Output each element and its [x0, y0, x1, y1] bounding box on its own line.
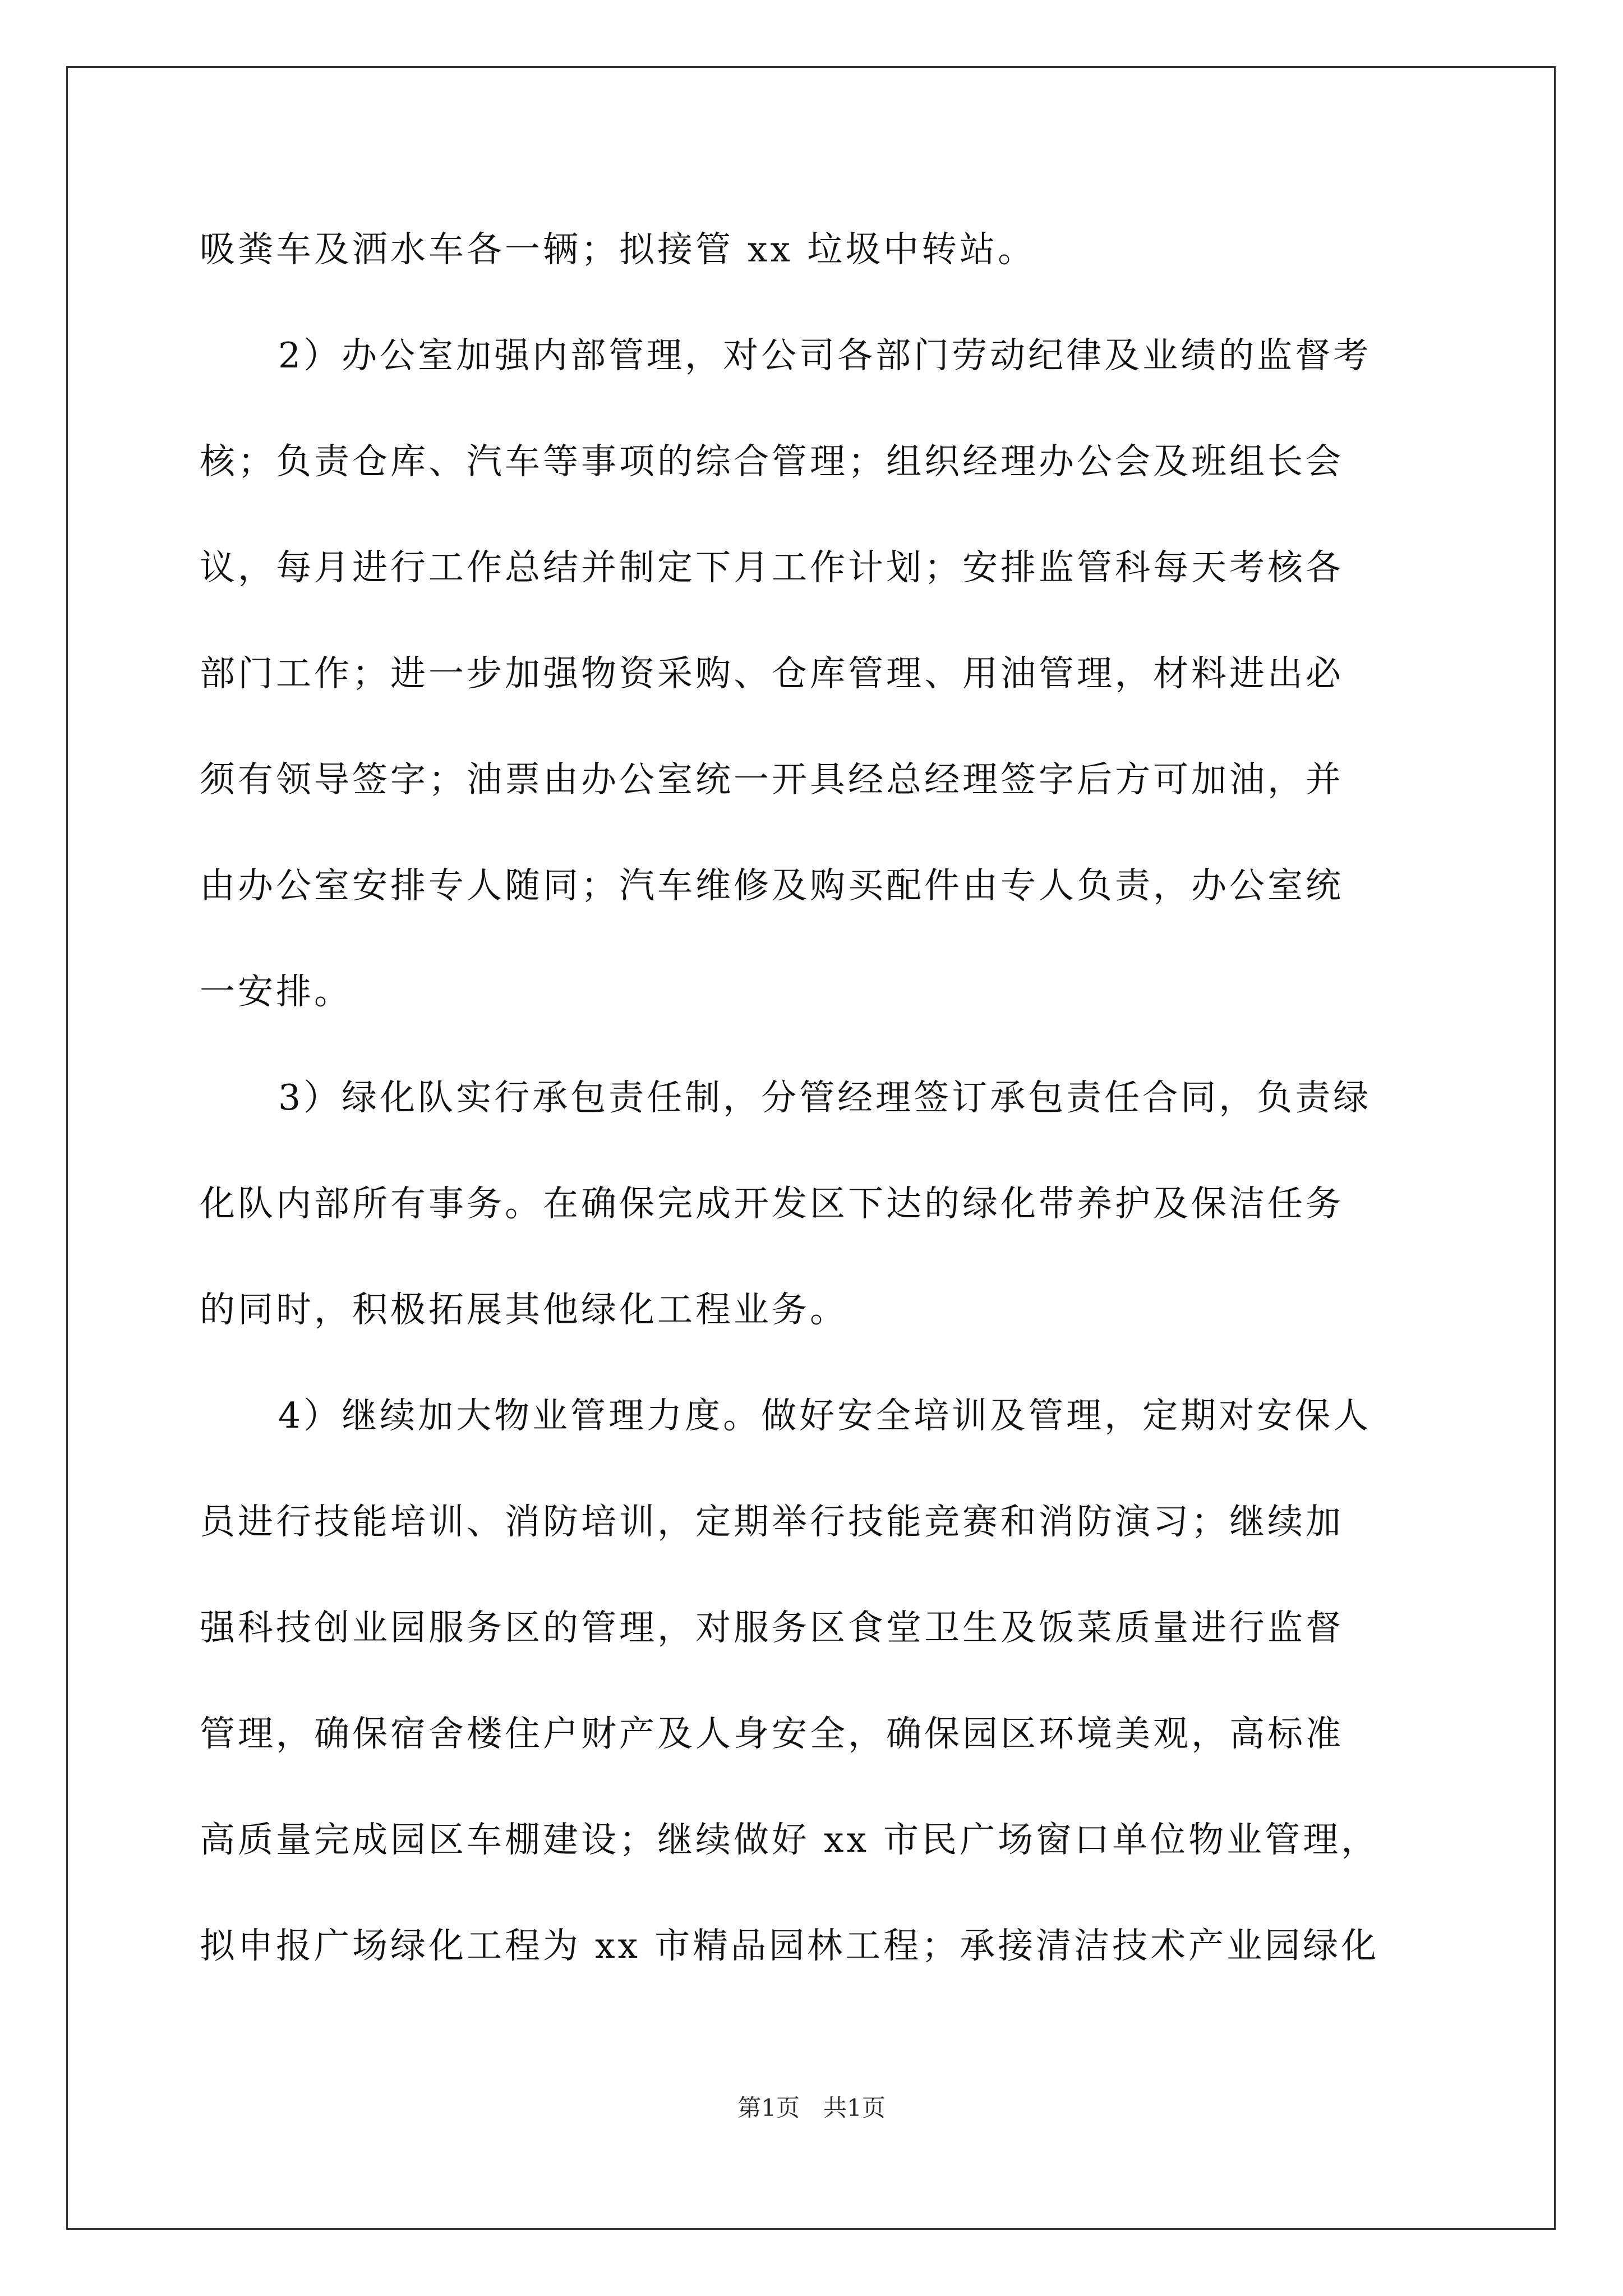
- text-line: 吸粪车及洒水车各一辆；拟接管 xx 垃圾中转站。: [200, 229, 1036, 270]
- text-line: 部门工作；进一步加强物资采购、仓库管理、用油管理，材料进出必: [200, 653, 1344, 694]
- text-line: 议，每月进行工作总结并制定下月工作计划；安排监管科每天考核各: [200, 547, 1344, 588]
- text-line: 高质量完成园区车棚建设；继续做好 xx 市民广场窗口单位物业管理，: [200, 1819, 1380, 1860]
- text-line: 须有领导签字；油票由办公室统一开具经总经理签字后方可加油，并: [200, 759, 1344, 800]
- text-line: 4）继续加大物业管理力度。做好安全培训及管理，定期对安保人: [278, 1395, 1372, 1436]
- text-line: 拟申报广场绿化工程为 xx 市精品园林工程；承接清洁技术产业园绿化: [200, 1925, 1380, 1966]
- text-line: 一安排。: [200, 971, 352, 1012]
- text-line: 2）办公室加强内部管理，对公司各部门劳动纪律及业绩的监督考: [278, 335, 1372, 376]
- text-line: 强科技创业园服务区的管理，对服务区食堂卫生及饭菜质量进行监督: [200, 1607, 1344, 1648]
- text-line: 员进行技能培训、消防培训，定期举行技能竞赛和消防演习；继续加: [200, 1501, 1344, 1542]
- text-line: 3）绿化队实行承包责任制，分管经理签订承包责任合同，负责绿: [278, 1077, 1372, 1118]
- page-footer: 第1页 共1页: [737, 2094, 886, 2122]
- document-body: [200, 196, 1439, 1999]
- text-line: 化队内部所有事务。在确保完成开发区下达的绿化带养护及保洁任务: [200, 1183, 1344, 1224]
- text-line: 的同时，积极拓展其他绿化工程业务。: [200, 1289, 848, 1330]
- text-line: 由办公室安排专人随同；汽车维修及购买配件由专人负责，办公室统: [200, 865, 1344, 906]
- text-line: 核；负责仓库、汽车等事项的综合管理；组织经理办公会及班组长会: [200, 441, 1344, 482]
- text-line: 管理，确保宿舍楼住户财产及人身安全，确保园区环境美观，高标准: [200, 1713, 1344, 1754]
